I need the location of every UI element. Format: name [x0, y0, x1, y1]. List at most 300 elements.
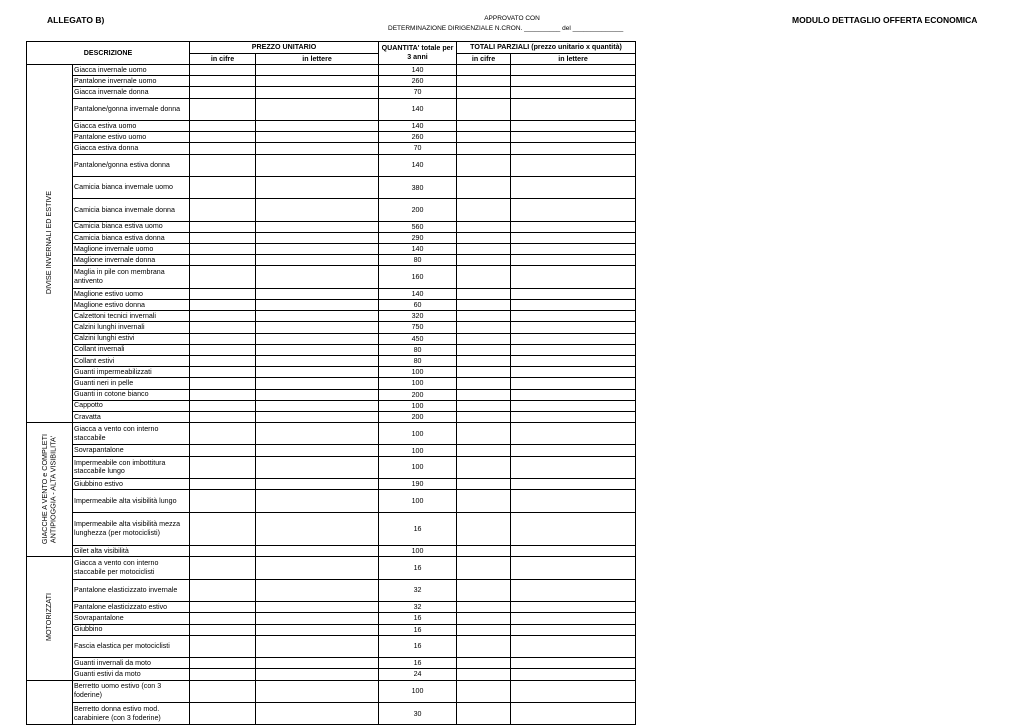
quantity-cell: 560 — [379, 221, 457, 232]
totale-in-cifre-cell[interactable] — [457, 120, 511, 131]
table-row — [27, 658, 636, 669]
prezzo-in-cifre-cell[interactable] — [190, 680, 256, 702]
prezzo-in-cifre-cell[interactable] — [190, 658, 256, 669]
prezzo-in-lettere-cell[interactable] — [256, 322, 379, 333]
item-description: Giubbino estivo — [73, 479, 190, 490]
prezzo-in-lettere-cell[interactable] — [256, 199, 379, 221]
quantity-cell: 160 — [379, 266, 457, 288]
table-row — [27, 367, 636, 378]
item-description: Giacca invernale donna — [73, 87, 190, 98]
prezzo-in-lettere-cell[interactable] — [256, 288, 379, 299]
quantity-cell: 750 — [379, 322, 457, 333]
prezzo-in-lettere-cell[interactable] — [256, 479, 379, 490]
prezzo-in-lettere-cell[interactable] — [256, 221, 379, 232]
determination-line: DETERMINAZIONE DIRIGENZIALE N.CRON. __________ del ______________ — [388, 24, 624, 32]
totale-in-cifre-cell[interactable] — [457, 411, 511, 422]
table-row — [27, 288, 636, 299]
totale-in-lettere-cell[interactable] — [511, 479, 636, 490]
prezzo-in-lettere-cell[interactable] — [256, 613, 379, 624]
prezzo-in-lettere-cell[interactable] — [256, 702, 379, 724]
totale-in-cifre-cell[interactable] — [457, 512, 511, 546]
item-description: Giacca estiva uomo — [73, 120, 190, 131]
totale-in-lettere-cell[interactable] — [511, 669, 636, 680]
totale-in-lettere-cell[interactable] — [511, 311, 636, 322]
quantity-cell: 70 — [379, 87, 457, 98]
table-row — [27, 669, 636, 680]
totale-in-lettere-cell[interactable] — [511, 602, 636, 613]
totale-in-cifre-cell[interactable] — [457, 266, 511, 288]
totale-in-lettere-cell[interactable] — [511, 76, 636, 87]
prezzo-in-lettere-cell[interactable] — [256, 624, 379, 635]
quantity-cell: 100 — [379, 378, 457, 389]
section-label: DIVISE INVERNALI ED ESTIVE — [44, 191, 54, 295]
table-row — [27, 266, 636, 288]
item-description: Sovrapantalone — [73, 445, 190, 456]
prezzo-in-cifre-cell[interactable] — [190, 255, 256, 266]
totale-in-lettere-cell[interactable] — [511, 355, 636, 366]
quantity-cell: 200 — [379, 199, 457, 221]
item-description: Collant estivi — [73, 355, 190, 366]
prezzo-in-lettere-cell[interactable] — [256, 456, 379, 478]
totale-in-cifre-cell[interactable] — [457, 479, 511, 490]
prezzo-in-cifre-cell[interactable] — [190, 266, 256, 288]
totale-in-cifre-cell[interactable] — [457, 300, 511, 311]
table-row — [27, 87, 636, 98]
prezzo-in-cifre-cell[interactable] — [190, 232, 256, 243]
prezzo-in-cifre-cell[interactable] — [190, 479, 256, 490]
totale-in-cifre-cell[interactable] — [457, 456, 511, 478]
totale-in-cifre-cell[interactable] — [457, 344, 511, 355]
prezzo-in-cifre-cell[interactable] — [190, 143, 256, 154]
quantity-cell: 100 — [379, 423, 457, 445]
quantity-cell: 140 — [379, 98, 457, 120]
col-prezzo-in-cifre: in cifre — [190, 54, 256, 65]
totale-in-lettere-cell[interactable] — [511, 266, 636, 288]
table-row — [27, 154, 636, 176]
totale-in-cifre-cell[interactable] — [457, 132, 511, 143]
quantity-cell: 190 — [379, 479, 457, 490]
quantity-cell: 70 — [379, 143, 457, 154]
totale-in-cifre-cell[interactable] — [457, 579, 511, 601]
totale-in-lettere-cell[interactable] — [511, 624, 636, 635]
prezzo-in-cifre-cell[interactable] — [190, 132, 256, 143]
totale-in-cifre-cell[interactable] — [457, 98, 511, 120]
prezzo-in-lettere-cell[interactable] — [256, 344, 379, 355]
totale-in-lettere-cell[interactable] — [511, 400, 636, 411]
totale-in-lettere-cell[interactable] — [511, 445, 636, 456]
quantity-cell: 16 — [379, 658, 457, 669]
quantity-cell: 16 — [379, 635, 457, 657]
table-row — [27, 344, 636, 355]
totale-in-cifre-cell[interactable] — [457, 311, 511, 322]
table-row — [27, 411, 636, 422]
item-description: Sovrapantalone — [73, 613, 190, 624]
totale-in-lettere-cell[interactable] — [511, 322, 636, 333]
totale-in-lettere-cell[interactable] — [511, 244, 636, 255]
prezzo-in-lettere-cell[interactable] — [256, 244, 379, 255]
item-description: Guanti invernali da moto — [73, 658, 190, 669]
prezzo-in-cifre-cell[interactable] — [190, 244, 256, 255]
prezzo-in-lettere-cell[interactable] — [256, 579, 379, 601]
totale-in-cifre-cell[interactable] — [457, 255, 511, 266]
prezzo-in-cifre-cell[interactable] — [190, 546, 256, 557]
quantity-cell: 320 — [379, 311, 457, 322]
item-description: Giacca estiva donna — [73, 143, 190, 154]
prezzo-in-lettere-cell[interactable] — [256, 300, 379, 311]
item-description: Pantalone estivo uomo — [73, 132, 190, 143]
prezzo-in-cifre-cell[interactable] — [190, 355, 256, 366]
totale-in-cifre-cell[interactable] — [457, 546, 511, 557]
item-description: Pantalone/gonna invernale donna — [73, 98, 190, 120]
prezzo-in-cifre-cell[interactable] — [190, 344, 256, 355]
table-body — [27, 65, 636, 725]
quantity-cell: 260 — [379, 76, 457, 87]
table-row — [27, 143, 636, 154]
item-description: Camicia bianca invernale uomo — [73, 176, 190, 198]
prezzo-in-lettere-cell[interactable] — [256, 232, 379, 243]
item-description: Guanti neri in pelle — [73, 378, 190, 389]
quantity-cell: 32 — [379, 602, 457, 613]
totale-in-lettere-cell[interactable] — [511, 579, 636, 601]
col-descrizione: DESCRIZIONE — [27, 42, 190, 65]
totale-in-cifre-cell[interactable] — [457, 76, 511, 87]
prezzo-in-lettere-cell[interactable] — [256, 400, 379, 411]
section-label-cell — [27, 680, 73, 725]
table-row — [27, 322, 636, 333]
quantity-cell: 32 — [379, 579, 457, 601]
prezzo-in-cifre-cell[interactable] — [190, 602, 256, 613]
table-row — [27, 635, 636, 657]
quantity-cell: 16 — [379, 613, 457, 624]
prezzo-in-cifre-cell[interactable] — [190, 624, 256, 635]
totale-in-cifre-cell[interactable] — [457, 176, 511, 198]
totale-in-cifre-cell[interactable] — [457, 333, 511, 344]
totale-in-cifre-cell[interactable] — [457, 702, 511, 724]
table-row — [27, 120, 636, 131]
item-description: Impermeabile con imbottitura staccabile lungo — [73, 456, 190, 478]
totale-in-cifre-cell[interactable] — [457, 288, 511, 299]
prezzo-in-cifre-cell[interactable] — [190, 613, 256, 624]
table-row — [27, 300, 636, 311]
prezzo-in-cifre-cell[interactable] — [190, 154, 256, 176]
prezzo-in-lettere-cell[interactable] — [256, 669, 379, 680]
totale-in-lettere-cell[interactable] — [511, 557, 636, 579]
prezzo-in-cifre-cell[interactable] — [190, 367, 256, 378]
totale-in-cifre-cell[interactable] — [457, 613, 511, 624]
totale-in-lettere-cell[interactable] — [511, 87, 636, 98]
totale-in-cifre-cell[interactable] — [457, 367, 511, 378]
prezzo-in-lettere-cell[interactable] — [256, 176, 379, 198]
prezzo-in-cifre-cell[interactable] — [190, 300, 256, 311]
quantity-cell: 100 — [379, 445, 457, 456]
table-row — [27, 602, 636, 613]
item-description: Pantalone/gonna estiva donna — [73, 154, 190, 176]
totale-in-lettere-cell[interactable] — [511, 176, 636, 198]
totale-in-lettere-cell[interactable] — [511, 221, 636, 232]
item-description: Giacca invernale uomo — [73, 65, 190, 76]
totale-in-cifre-cell[interactable] — [457, 221, 511, 232]
totale-in-lettere-cell[interactable] — [511, 132, 636, 143]
prezzo-in-cifre-cell[interactable] — [190, 445, 256, 456]
prezzo-in-cifre-cell[interactable] — [190, 98, 256, 120]
totale-in-lettere-cell[interactable] — [511, 702, 636, 724]
prezzo-in-cifre-cell[interactable] — [190, 400, 256, 411]
table-row — [27, 232, 636, 243]
totale-in-cifre-cell[interactable] — [457, 199, 511, 221]
totale-in-cifre-cell[interactable] — [457, 143, 511, 154]
prezzo-in-lettere-cell[interactable] — [256, 602, 379, 613]
quantity-cell: 100 — [379, 546, 457, 557]
table-row — [27, 702, 636, 724]
prezzo-in-cifre-cell[interactable] — [190, 311, 256, 322]
section-label-cell — [27, 557, 73, 680]
item-description: Gilet alta visibilità — [73, 546, 190, 557]
totale-in-lettere-cell[interactable] — [511, 344, 636, 355]
prezzo-in-lettere-cell[interactable] — [256, 333, 379, 344]
prezzo-in-lettere-cell[interactable] — [256, 266, 379, 288]
totale-in-lettere-cell[interactable] — [511, 154, 636, 176]
quantity-cell: 24 — [379, 669, 457, 680]
totale-in-lettere-cell[interactable] — [511, 143, 636, 154]
prezzo-in-lettere-cell[interactable] — [256, 557, 379, 579]
table-row — [27, 132, 636, 143]
prezzo-in-lettere-cell[interactable] — [256, 87, 379, 98]
offer-table — [26, 41, 636, 725]
item-description: Camicia bianca estiva uomo — [73, 221, 190, 232]
table-row — [27, 199, 636, 221]
quantity-cell: 16 — [379, 624, 457, 635]
table-row — [27, 490, 636, 512]
quantity-cell: 16 — [379, 557, 457, 579]
item-description: Guanti estivi da moto — [73, 669, 190, 680]
approved-line: APPROVATO CON — [484, 15, 540, 22]
table-row — [27, 176, 636, 198]
prezzo-in-lettere-cell[interactable] — [256, 490, 379, 512]
totale-in-lettere-cell[interactable] — [511, 255, 636, 266]
quantity-cell: 140 — [379, 154, 457, 176]
item-description: Calzettoni tecnici invernali — [73, 311, 190, 322]
totale-in-cifre-cell[interactable] — [457, 154, 511, 176]
totale-in-lettere-cell[interactable] — [511, 232, 636, 243]
totale-in-lettere-cell[interactable] — [511, 423, 636, 445]
totale-in-lettere-cell[interactable] — [511, 680, 636, 702]
totale-in-cifre-cell[interactable] — [457, 232, 511, 243]
prezzo-in-cifre-cell[interactable] — [190, 423, 256, 445]
prezzo-in-cifre-cell[interactable] — [190, 557, 256, 579]
item-description: Fascia elastica per motociclisti — [73, 635, 190, 657]
quantity-cell: 290 — [379, 232, 457, 243]
prezzo-in-lettere-cell[interactable] — [256, 355, 379, 366]
item-description: Maglione estivo uomo — [73, 288, 190, 299]
totale-in-cifre-cell[interactable] — [457, 389, 511, 400]
totale-in-cifre-cell[interactable] — [457, 322, 511, 333]
item-description: Calzini lunghi estivi — [73, 333, 190, 344]
quantity-cell: 100 — [379, 680, 457, 702]
prezzo-in-lettere-cell[interactable] — [256, 445, 379, 456]
prezzo-in-lettere-cell[interactable] — [256, 311, 379, 322]
prezzo-in-cifre-cell[interactable] — [190, 702, 256, 724]
totale-in-lettere-cell[interactable] — [511, 288, 636, 299]
item-description: Cravatta — [73, 411, 190, 422]
totale-in-lettere-cell[interactable] — [511, 199, 636, 221]
quantity-cell: 60 — [379, 300, 457, 311]
prezzo-in-lettere-cell[interactable] — [256, 132, 379, 143]
totale-in-cifre-cell[interactable] — [457, 87, 511, 98]
item-description: Guanti impermeabilizzati — [73, 367, 190, 378]
totale-in-cifre-cell[interactable] — [457, 400, 511, 411]
totale-in-cifre-cell[interactable] — [457, 355, 511, 366]
totale-in-lettere-cell[interactable] — [511, 512, 636, 546]
prezzo-in-cifre-cell[interactable] — [190, 221, 256, 232]
prezzo-in-lettere-cell[interactable] — [256, 378, 379, 389]
item-description: Berretto uomo estivo (con 3 foderine) — [73, 680, 190, 702]
prezzo-in-cifre-cell[interactable] — [190, 76, 256, 87]
item-description: Calzini lunghi invernali — [73, 322, 190, 333]
table-row — [27, 423, 636, 445]
col-totali-in-cifre: in cifre — [457, 54, 511, 65]
prezzo-in-cifre-cell[interactable] — [190, 490, 256, 512]
totale-in-lettere-cell[interactable] — [511, 120, 636, 131]
section-label-cell — [27, 65, 73, 423]
totale-in-lettere-cell[interactable] — [511, 333, 636, 344]
totale-in-cifre-cell[interactable] — [457, 635, 511, 657]
totale-in-lettere-cell[interactable] — [511, 367, 636, 378]
quantity-cell: 100 — [379, 400, 457, 411]
item-description: Guanti in cotone bianco — [73, 389, 190, 400]
item-description: Maglia in pile con membrana antivento — [73, 266, 190, 288]
item-description: Maglione invernale donna — [73, 255, 190, 266]
totale-in-cifre-cell[interactable] — [457, 490, 511, 512]
totale-in-cifre-cell[interactable] — [457, 244, 511, 255]
quantity-cell: 200 — [379, 389, 457, 400]
col-prezzo-in-lettere: in lettere — [256, 54, 379, 65]
table-row — [27, 579, 636, 601]
quantity-cell: 260 — [379, 132, 457, 143]
totale-in-lettere-cell[interactable] — [511, 411, 636, 422]
totale-in-cifre-cell[interactable] — [457, 65, 511, 76]
quantity-cell: 140 — [379, 288, 457, 299]
quantity-cell: 380 — [379, 176, 457, 198]
prezzo-in-lettere-cell[interactable] — [256, 98, 379, 120]
prezzo-in-lettere-cell[interactable] — [256, 423, 379, 445]
totale-in-cifre-cell[interactable] — [457, 658, 511, 669]
totale-in-lettere-cell[interactable] — [511, 98, 636, 120]
quantity-cell: 80 — [379, 344, 457, 355]
prezzo-in-lettere-cell[interactable] — [256, 411, 379, 422]
table-row — [27, 479, 636, 490]
quantity-cell: 450 — [379, 333, 457, 344]
prezzo-in-lettere-cell[interactable] — [256, 546, 379, 557]
prezzo-in-cifre-cell[interactable] — [190, 333, 256, 344]
prezzo-in-lettere-cell[interactable] — [256, 512, 379, 546]
totale-in-lettere-cell[interactable] — [511, 456, 636, 478]
item-description: Impermeabile alta visibilità mezza lunghezza (per motociclisti) — [73, 512, 190, 546]
quantity-cell: 100 — [379, 490, 457, 512]
totale-in-lettere-cell[interactable] — [511, 65, 636, 76]
prezzo-in-lettere-cell[interactable] — [256, 389, 379, 400]
prezzo-in-lettere-cell[interactable] — [256, 367, 379, 378]
totale-in-cifre-cell[interactable] — [457, 445, 511, 456]
item-description: Camicia bianca estiva donna — [73, 232, 190, 243]
prezzo-in-cifre-cell[interactable] — [190, 635, 256, 657]
prezzo-in-cifre-cell[interactable] — [190, 288, 256, 299]
prezzo-in-cifre-cell[interactable] — [190, 120, 256, 131]
totale-in-lettere-cell[interactable] — [511, 490, 636, 512]
table-row — [27, 512, 636, 546]
totale-in-lettere-cell[interactable] — [511, 658, 636, 669]
prezzo-in-lettere-cell[interactable] — [256, 65, 379, 76]
item-description: Pantalone invernale uomo — [73, 76, 190, 87]
prezzo-in-cifre-cell[interactable] — [190, 176, 256, 198]
totale-in-lettere-cell[interactable] — [511, 378, 636, 389]
item-description: Camicia bianca invernale donna — [73, 199, 190, 221]
table-row — [27, 255, 636, 266]
totale-in-cifre-cell[interactable] — [457, 557, 511, 579]
quantity-cell: 140 — [379, 65, 457, 76]
totale-in-lettere-cell[interactable] — [511, 389, 636, 400]
prezzo-in-lettere-cell[interactable] — [256, 76, 379, 87]
quantity-cell: 16 — [379, 512, 457, 546]
item-description: Pantalone elasticizzato invernale — [73, 579, 190, 601]
prezzo-in-lettere-cell[interactable] — [256, 120, 379, 131]
item-description: Giubbino — [73, 624, 190, 635]
col-totali-parziali: TOTALI PARZIALI (prezzo unitario x quantità) — [457, 42, 636, 54]
totale-in-cifre-cell[interactable] — [457, 378, 511, 389]
prezzo-in-cifre-cell[interactable] — [190, 378, 256, 389]
prezzo-in-cifre-cell[interactable] — [190, 65, 256, 76]
prezzo-in-cifre-cell[interactable] — [190, 512, 256, 546]
item-description: Maglione estivo donna — [73, 300, 190, 311]
prezzo-in-cifre-cell[interactable] — [190, 389, 256, 400]
col-prezzo-unitario: PREZZO UNITARIO — [190, 42, 379, 54]
prezzo-in-lettere-cell[interactable] — [256, 154, 379, 176]
table-row — [27, 98, 636, 120]
prezzo-in-lettere-cell[interactable] — [256, 680, 379, 702]
prezzo-in-cifre-cell[interactable] — [190, 199, 256, 221]
prezzo-in-cifre-cell[interactable] — [190, 669, 256, 680]
totale-in-cifre-cell[interactable] — [457, 680, 511, 702]
prezzo-in-cifre-cell[interactable] — [190, 87, 256, 98]
table-row — [27, 65, 636, 76]
totale-in-lettere-cell[interactable] — [511, 546, 636, 557]
prezzo-in-lettere-cell[interactable] — [256, 143, 379, 154]
table-row — [27, 624, 636, 635]
totale-in-cifre-cell[interactable] — [457, 602, 511, 613]
totale-in-cifre-cell[interactable] — [457, 624, 511, 635]
table-row — [27, 311, 636, 322]
item-description: Impermeabile alta visibilità lungo — [73, 490, 190, 512]
totale-in-lettere-cell[interactable] — [511, 613, 636, 624]
section-label-cell — [27, 423, 73, 557]
prezzo-in-lettere-cell[interactable] — [256, 658, 379, 669]
totale-in-cifre-cell[interactable] — [457, 423, 511, 445]
prezzo-in-cifre-cell[interactable] — [190, 322, 256, 333]
table-row — [27, 613, 636, 624]
totale-in-cifre-cell[interactable] — [457, 669, 511, 680]
item-description: Maglione invernale uomo — [73, 244, 190, 255]
prezzo-in-cifre-cell[interactable] — [190, 411, 256, 422]
totale-in-lettere-cell[interactable] — [511, 300, 636, 311]
totale-in-lettere-cell[interactable] — [511, 635, 636, 657]
table-row — [27, 333, 636, 344]
prezzo-in-cifre-cell[interactable] — [190, 579, 256, 601]
prezzo-in-lettere-cell[interactable] — [256, 635, 379, 657]
table-row — [27, 355, 636, 366]
prezzo-in-lettere-cell[interactable] — [256, 255, 379, 266]
table-row — [27, 389, 636, 400]
table-row — [27, 557, 636, 579]
prezzo-in-cifre-cell[interactable] — [190, 456, 256, 478]
